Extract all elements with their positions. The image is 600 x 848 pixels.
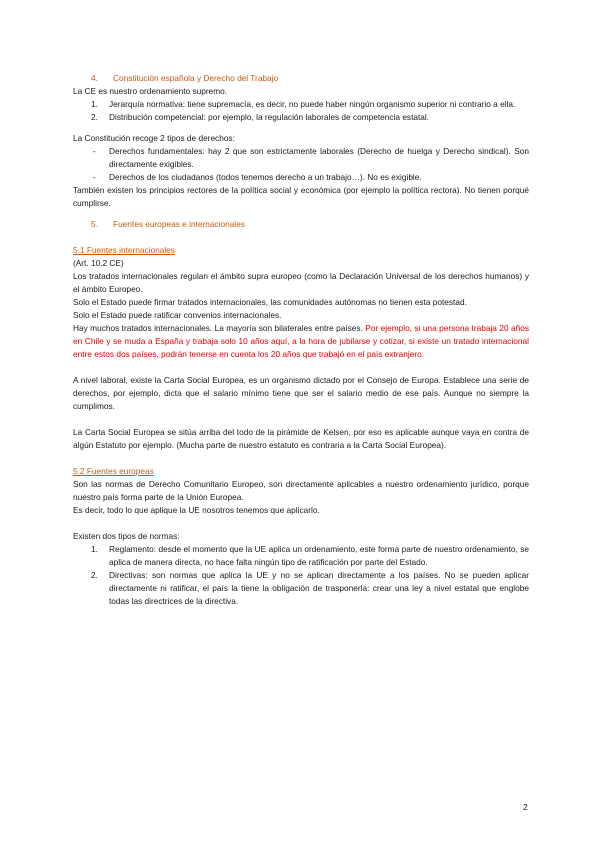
types-intro: Existen dos tipos de normas: xyxy=(73,531,180,541)
section-5-title: Fuentes europeas e internacionales xyxy=(113,219,245,229)
page-number: 2 xyxy=(523,802,528,812)
paragraph: Son las normas de Derecho Comunitario Europeo, son directamente aplicables a nuestro ordenamiento jurídico, porque nuestro país forma parte de la Unión Europea. xyxy=(73,479,529,502)
principles-paragraph: También existen los principios rectores de la política social y económica (por ejemplo la política rectora). No tienen porqué cumplirse. xyxy=(73,185,529,208)
paragraph: Solo el Estado puede firmar tratados internacionales, las comunidades autónomas no tienen esta potestad. xyxy=(73,297,467,307)
section-4-list xyxy=(73,98,529,124)
treaties-paragraph: Hay muchos tratados internacionales. La mayoría son bilaterales entre países. Por ejemplo, si una persona trabaja 20 años en Chile y se muda a España y trabaja solo 10 años aquí, a la hora de jubilarse y cotizar, si existe un tratado internacional entre estos dos países, podrán tenerse en cuenta los 20 años que trabajó en el país extranjero. xyxy=(73,323,529,359)
section-4-title: Constitución española y Derecho del Trabajo xyxy=(113,73,279,83)
section-5-heading xyxy=(91,218,529,231)
article-reference: (Art. 10.2 CE) xyxy=(73,258,124,268)
list-item: 2. Distribución competencial: por ejemplo, la regulación laborales de competencia estatal. xyxy=(91,112,430,122)
paragraph: Es decir, todo lo que aplique la UE nosotros tenemos que aplicarlo. xyxy=(73,505,320,515)
list-item: - Derechos fundamentales: hay 2 que son estrictamente laborales (Derecho de huelga y Derecho sindical). Son directamente exigibles. xyxy=(93,146,529,169)
section-4-number: 4. xyxy=(91,73,98,83)
paragraph: Los tratados internacionales regulan el ámbito supra europeo (como la Declaración Universal de los derechos humanos) y el ámbito Europeo. xyxy=(73,271,529,294)
paragraph: La Carta Social Europea se sitúa arriba del todo de la pirámide de Kelsen, por eso es aplicable aunque vaya en contra de algún Estatuto por ejemplo. (Mucha parte de nuestro estatuto es contraria a la Carta Social Europea). xyxy=(73,427,529,450)
paragraph: Solo el Estado puede ratificar convenios internacionales. xyxy=(73,310,282,320)
list-item: 2. Directivas: son normas que aplica la UE y no se aplican directamente a los países. No se pueden aplicar directamente ni ratificar, el país la tiene la obligación de trasponerla: crear una ley a nivel estatal que englobe todas las directrices de la directiva. xyxy=(91,570,529,606)
list-item: - Derechos de los ciudadanos (todos tenemos derecho a un trabajo…). No es exigible. xyxy=(93,172,422,182)
types-list xyxy=(73,543,529,608)
section-5-number: 5. xyxy=(91,219,98,229)
section-4-intro: La CE es nuestro ordenamiento supremo. xyxy=(73,86,228,96)
rights-intro: La Constitución recoge 2 tipos de derechos: xyxy=(73,133,235,143)
rights-list xyxy=(73,145,529,184)
list-item: 1. Jerarquía normativa: tiene supremacía, es decir, no puede haber ningún organismo superior ni contrario a ella. xyxy=(91,99,516,109)
section-4-heading xyxy=(91,72,529,85)
section-5-1-heading: 5.1 Fuentes internacionales xyxy=(73,245,175,255)
list-item: 1. Reglamento: desde el momento que la UE aplica un ordenamiento, este forma parte de nuestro ordenamiento, se aplica de manera directa, no hace falta ningún tipo de ratificación por parte del Estado. xyxy=(91,544,529,567)
example-highlight: Por ejemplo, si una persona trabaja 20 años en Chile y se muda a España y trabaja solo 10 años aquí, a la hora de jubilarse y cotizar, si existe un tratado internacional entre estos dos países, podrán tenerse en cuenta los 20 años que trabajó en el país extranjero. xyxy=(73,323,529,359)
section-5-2-heading: 5.2 Fuentes europeas xyxy=(73,466,154,476)
document-page xyxy=(73,72,529,608)
paragraph: A nivel laboral, existe la Carta Social Europea, es un organismo dictado por el Consejo de Europa. Establece una serie de derechos, por ejemplo, dicta que el salario mínimo tiene que ser el salario medio de ese país. Aunque no siempre la cumplimos. xyxy=(73,375,529,411)
